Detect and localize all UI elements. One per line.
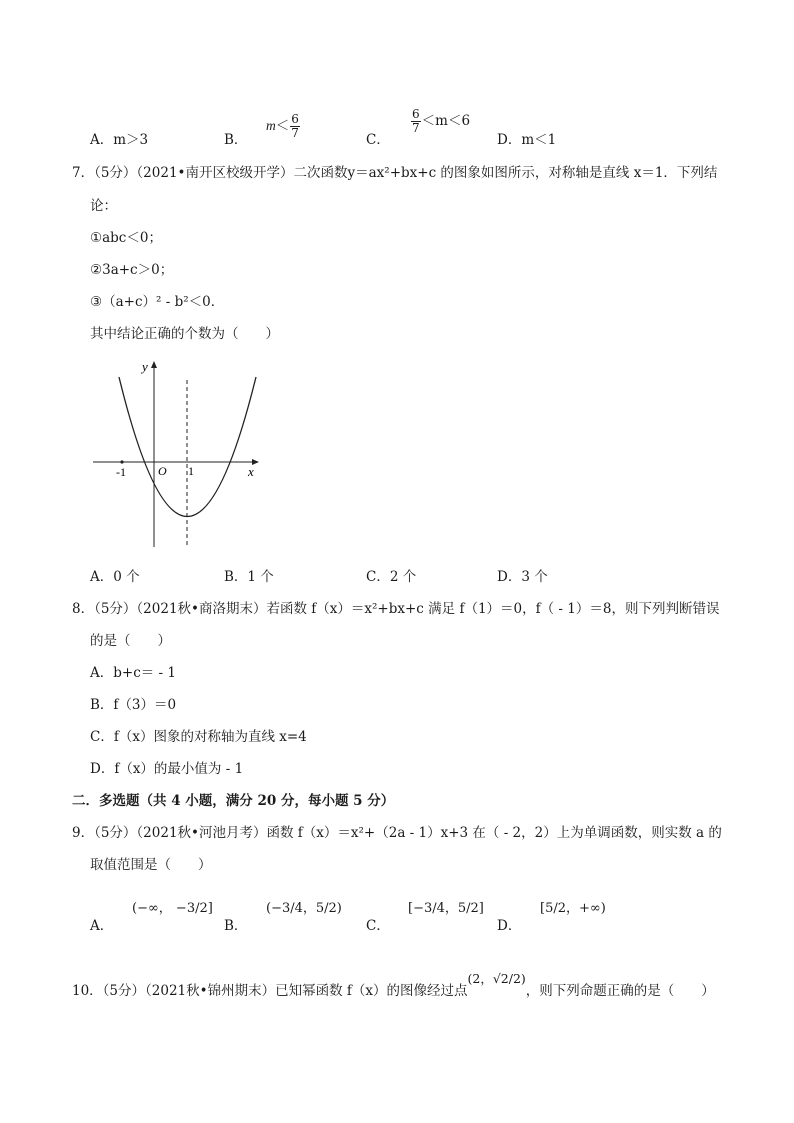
q6-option-b-math: m＜ $\frac{6}{7}$ <box>266 112 299 140</box>
q8-option-b: B．f（3）＝0 <box>90 697 177 713</box>
q9-option-d-label: D． <box>497 918 522 934</box>
q9-stem-line2: 取值范围是（ ） <box>90 857 212 873</box>
tick-label-neg1: -1 <box>116 465 126 479</box>
q9-option-c-label: C． <box>366 918 390 934</box>
q9-option-b-label: B． <box>224 918 248 934</box>
q6-option-d: D．m＜1 <box>497 132 557 148</box>
q8-stem-line1: 8．（5分）（2021秋•商洛期末）若函数 f（x）＝x²+bx+c 满足 f（1）＝0，f（ - 1）＝8，则下列判断错误 <box>72 601 720 617</box>
q7-option-b: B．1 个 <box>224 569 274 585</box>
q6-option-b-label: B． <box>224 132 248 148</box>
q7-parabola-graph <box>90 355 270 555</box>
q6-option-a: A．m＞3 <box>90 132 149 148</box>
q7-item-1: ①abc＜0； <box>90 230 162 246</box>
q7-item-3: ③（a+c）² - b²＜0． <box>90 294 225 310</box>
q9-option-a-label: A． <box>90 918 114 934</box>
q9-option-d-math: [5/2，+∞) <box>540 901 606 916</box>
q7-question: 其中结论正确的个数为（ ） <box>90 326 279 342</box>
q7-item-2: ②3a+c＞0； <box>90 262 174 278</box>
tick-label-1: 1 <box>188 464 194 478</box>
q9-option-b-math: (−3/4，5/2) <box>266 901 342 916</box>
q10-stem: 10．（5分）（2021秋•锦州期末）已知幂函数 f（x）的图像经过点(2，√2/2)，则下列命题正确的是（ ） <box>72 971 715 999</box>
q7-stem-line1: 7．（5分）（2021•南开区校级开学）二次函数y＝ax²+bx+c 的图象如图所示，对称轴是直线 x＝1．下列结 <box>72 165 718 181</box>
q9-stem-line1: 9．（5分）（2021秋•河池月考）函数 f（x）＝x²+（2a - 1）x+3 在（ - 2，2）上为单调函数，则实数 a 的 <box>72 825 722 841</box>
origin-label: O <box>158 464 167 478</box>
q10-point: (2，√2/2) <box>467 971 526 986</box>
q6-option-c-math: $\frac{6}{7}$ ＜m＜6 <box>412 107 471 135</box>
q6-option-c-label: C． <box>366 132 390 148</box>
q8-option-c: C．f（x）图象的对称轴为直线 x=4 <box>90 729 307 745</box>
y-axis-label: y <box>142 359 148 374</box>
q8-option-d: D．f（x）的最小值为 - 1 <box>90 761 244 777</box>
point-neg1 <box>120 460 123 463</box>
q8-option-a: A．b+c＝ - 1 <box>90 665 176 681</box>
q7-option-a: A．0 个 <box>90 569 140 585</box>
section-2-title: 二．多选题（共 4 小题，满分 20 分，每小题 5 分） <box>72 793 395 809</box>
q7-option-d: D．3 个 <box>497 569 548 585</box>
x-axis-label: x <box>248 464 254 479</box>
q8-stem-line2: 的是（ ） <box>90 633 171 649</box>
q9-option-c-math: [−3/4，5/2] <box>408 901 484 916</box>
q7-stem-line2: 论： <box>90 198 117 214</box>
q9-option-a-math: (−∞， −3/2] <box>132 901 213 916</box>
q7-option-c: C．2 个 <box>366 569 417 585</box>
